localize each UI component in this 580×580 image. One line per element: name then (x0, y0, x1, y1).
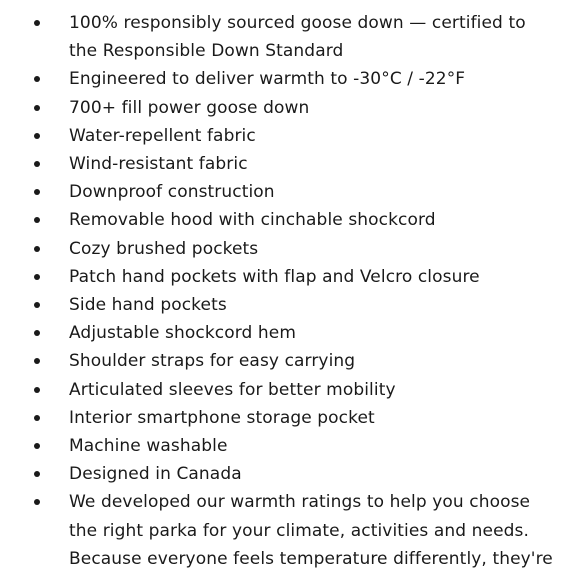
feature-text: Shoulder straps for easy carrying (69, 351, 356, 372)
bullet-icon (34, 358, 40, 364)
feature-item-water-repellent (0, 122, 580, 150)
feature-text: 700+ fill power goose down (69, 97, 310, 118)
feature-item-warmth-ratings-info (0, 488, 580, 573)
feature-item-patch-pockets (0, 263, 580, 291)
feature-text: Articulated sleeves for better mobility (69, 379, 396, 400)
feature-item-removable-hood (0, 206, 580, 234)
bullet-icon (34, 499, 40, 505)
bullet-icon (34, 105, 40, 111)
bullet-icon (34, 387, 40, 393)
bullet-icon (34, 76, 40, 82)
feature-item-fill-power (0, 94, 580, 122)
feature-item-shockcord-hem (0, 319, 580, 347)
feature-item-warmth-rating (0, 65, 580, 93)
bullet-icon (34, 217, 40, 223)
feature-item-machine-washable (0, 432, 580, 460)
feature-item-brushed-pockets (0, 235, 580, 263)
feature-item-responsible-down (0, 9, 580, 65)
bullet-icon (34, 302, 40, 308)
feature-text: Patch hand pockets with flap and Velcro closure (69, 266, 480, 287)
feature-text: Water-repellent fabric (69, 125, 256, 146)
bullet-icon (34, 161, 40, 167)
feature-text: Removable hood with cinchable shockcord (69, 210, 436, 231)
bullet-icon (34, 471, 40, 477)
feature-item-side-pockets (0, 291, 580, 319)
feature-text: Machine washable (69, 436, 228, 457)
feature-text: 100% responsibly sourced goose down — certified to the Responsible Down Standard (69, 13, 526, 62)
feature-text: Adjustable shockcord hem (69, 323, 296, 344)
feature-item-articulated-sleeves (0, 376, 580, 404)
feature-text: Side hand pockets (69, 295, 227, 316)
product-feature-list (0, 9, 580, 573)
bullet-icon (34, 274, 40, 280)
bullet-icon (34, 246, 40, 252)
bullet-icon (34, 330, 40, 336)
feature-text: Interior smartphone storage pocket (69, 407, 375, 428)
feature-text: Engineered to deliver warmth to -30°C / -22°F (69, 69, 466, 90)
feature-text: We developed our warmth ratings to help you choose the right parka for your climate, activities and needs. Because everyone feels temperature differently, they're (69, 492, 553, 569)
bullet-icon (34, 133, 40, 139)
feature-text: Wind-resistant fabric (69, 154, 248, 175)
bullet-icon (34, 189, 40, 195)
feature-item-downproof (0, 178, 580, 206)
feature-text: Downproof construction (69, 182, 275, 203)
feature-item-designed-in-canada (0, 460, 580, 488)
feature-item-smartphone-pocket (0, 404, 580, 432)
feature-item-wind-resistant (0, 150, 580, 178)
feature-item-shoulder-straps (0, 347, 580, 375)
bullet-icon (34, 20, 40, 26)
bullet-icon (34, 443, 40, 449)
feature-text: Cozy brushed pockets (69, 238, 259, 259)
feature-text: Designed in Canada (69, 464, 242, 485)
bullet-icon (34, 415, 40, 421)
